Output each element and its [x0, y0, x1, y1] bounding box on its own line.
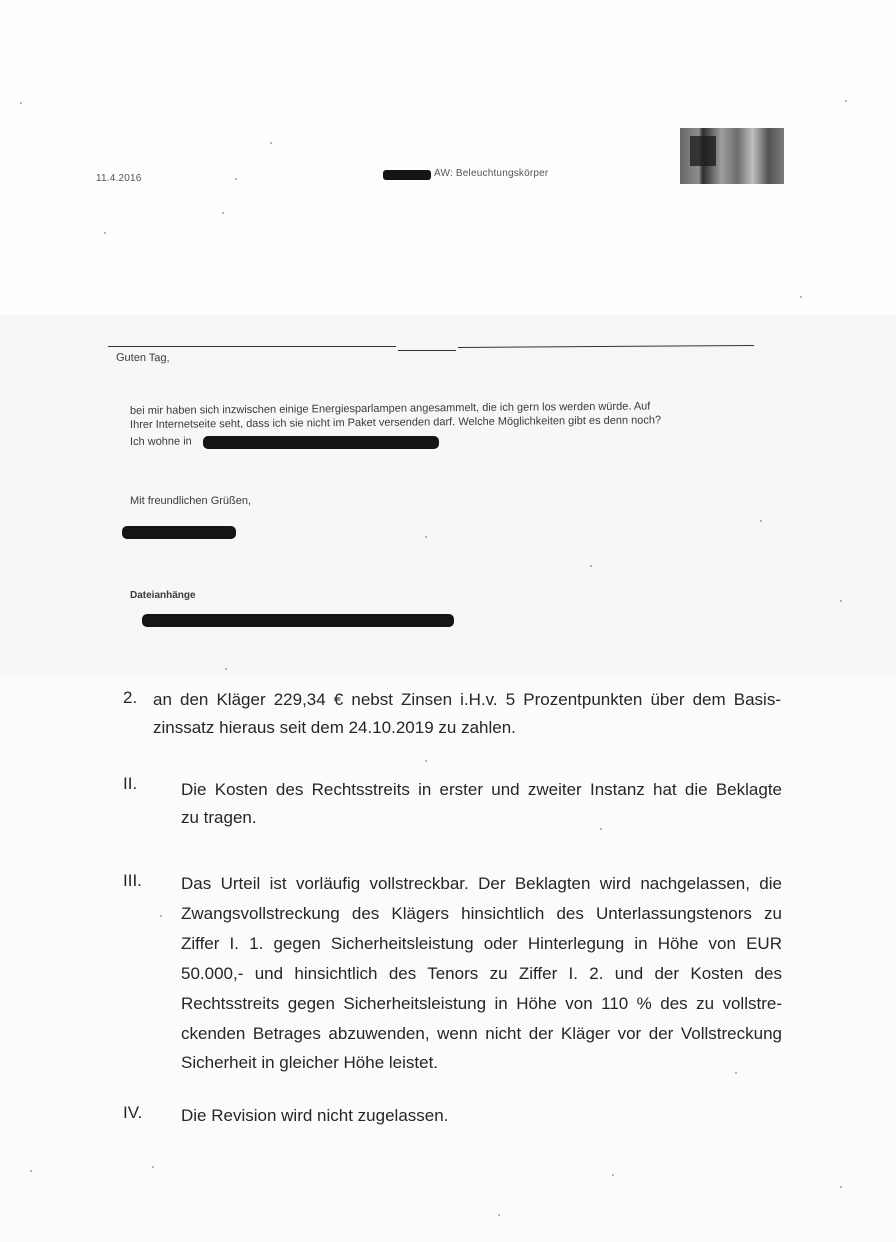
- redaction-bar: [383, 170, 431, 180]
- section-II-line: zu tragen.: [181, 808, 257, 827]
- redaction-bar: [203, 436, 439, 449]
- redaction-bar: [142, 614, 454, 627]
- section-III-line: 50.000,- und hinsichtlich des Tenors zu Ziffer I. 2. und der Kosten des: [181, 964, 782, 983]
- section-III-line: Das Urteil ist vorläufig vollstreckbar. Der Beklagten wird nachgelassen, die: [181, 874, 782, 893]
- section-III-line: ckenden Betrages abzuwenden, wenn nicht der Kläger vor der Vollstreckung: [181, 1024, 782, 1043]
- scan-speck: [600, 828, 602, 830]
- scan-speck: [270, 142, 272, 144]
- scan-speck: [152, 1166, 154, 1168]
- scan-speck: [498, 1214, 500, 1216]
- scan-speck: [222, 212, 224, 214]
- email-date: 11.4.2016: [96, 173, 142, 184]
- item-2-marker: 2.: [123, 688, 138, 707]
- divider-line: [398, 350, 456, 351]
- email-body-line: Ihrer Internetseite seht, dass ich sie nicht im Paket versenden darf. Welche Möglichkeiten gibt es denn noch?: [129, 414, 662, 431]
- scan-speck: [235, 178, 237, 180]
- scan-speck: [840, 1186, 842, 1188]
- scan-speck: [845, 100, 847, 102]
- section-IV-line: Die Revision wird nicht zugelassen.: [181, 1106, 449, 1125]
- scan-speck: [760, 520, 762, 522]
- email-attachments-label: Dateianhänge: [130, 590, 196, 601]
- item-2-line: an den Kläger 229,34 € nebst Zinsen i.H.v. 5 Prozentpunkten über dem Basis-: [153, 690, 781, 709]
- email-greeting: Guten Tag,: [115, 351, 170, 365]
- scan-speck: [425, 760, 427, 762]
- scanned-photo-thumbnail: [680, 128, 784, 184]
- section-II-line: Die Kosten des Rechtsstreits in erster und zweiter Instanz hat die Beklagte: [181, 780, 782, 799]
- email-body-line: Ich wohne in: [129, 435, 192, 448]
- scan-speck: [590, 565, 592, 567]
- redaction-bar: [122, 526, 236, 539]
- email-closing: Mit freundlichen Grüßen,: [130, 495, 252, 507]
- scan-speck: [20, 102, 22, 104]
- scan-speck: [425, 536, 427, 538]
- section-III-line: Ziffer I. 1. gegen Sicherheitsleistung oder Hinterlegung in Höhe von EUR: [181, 934, 782, 953]
- scan-speck: [30, 1170, 32, 1172]
- item-2-line: zinssatz hieraus seit dem 24.10.2019 zu zahlen.: [153, 718, 516, 737]
- divider-line: [108, 346, 396, 347]
- scan-speck: [160, 915, 162, 917]
- section-III-marker: III.: [123, 871, 142, 890]
- scan-speck: [735, 1072, 737, 1074]
- scan-speck: [612, 1174, 614, 1176]
- section-III-line: Zwangsvollstreckung des Klägers hinsichtlich des Unterlassungstenors zu: [181, 904, 782, 923]
- section-III-line: Sicherheit in gleicher Höhe leistet.: [181, 1053, 439, 1072]
- section-III-line: Rechtsstreits gegen Sicherheitsleistung in Höhe von 110 % des zu vollstre-: [181, 994, 782, 1013]
- scan-speck: [800, 296, 802, 298]
- email-body-line: bei mir haben sich inzwischen einige Energiesparlampen angesammelt, die ich gern los werden würde. Auf: [129, 400, 651, 417]
- scan-speck: [840, 600, 842, 602]
- section-II-marker: II.: [123, 774, 138, 793]
- email-subject: AW: Beleuchtungskörper: [434, 168, 549, 179]
- scan-speck: [225, 668, 227, 670]
- section-IV-marker: IV.: [123, 1103, 143, 1122]
- scan-speck: [104, 232, 106, 234]
